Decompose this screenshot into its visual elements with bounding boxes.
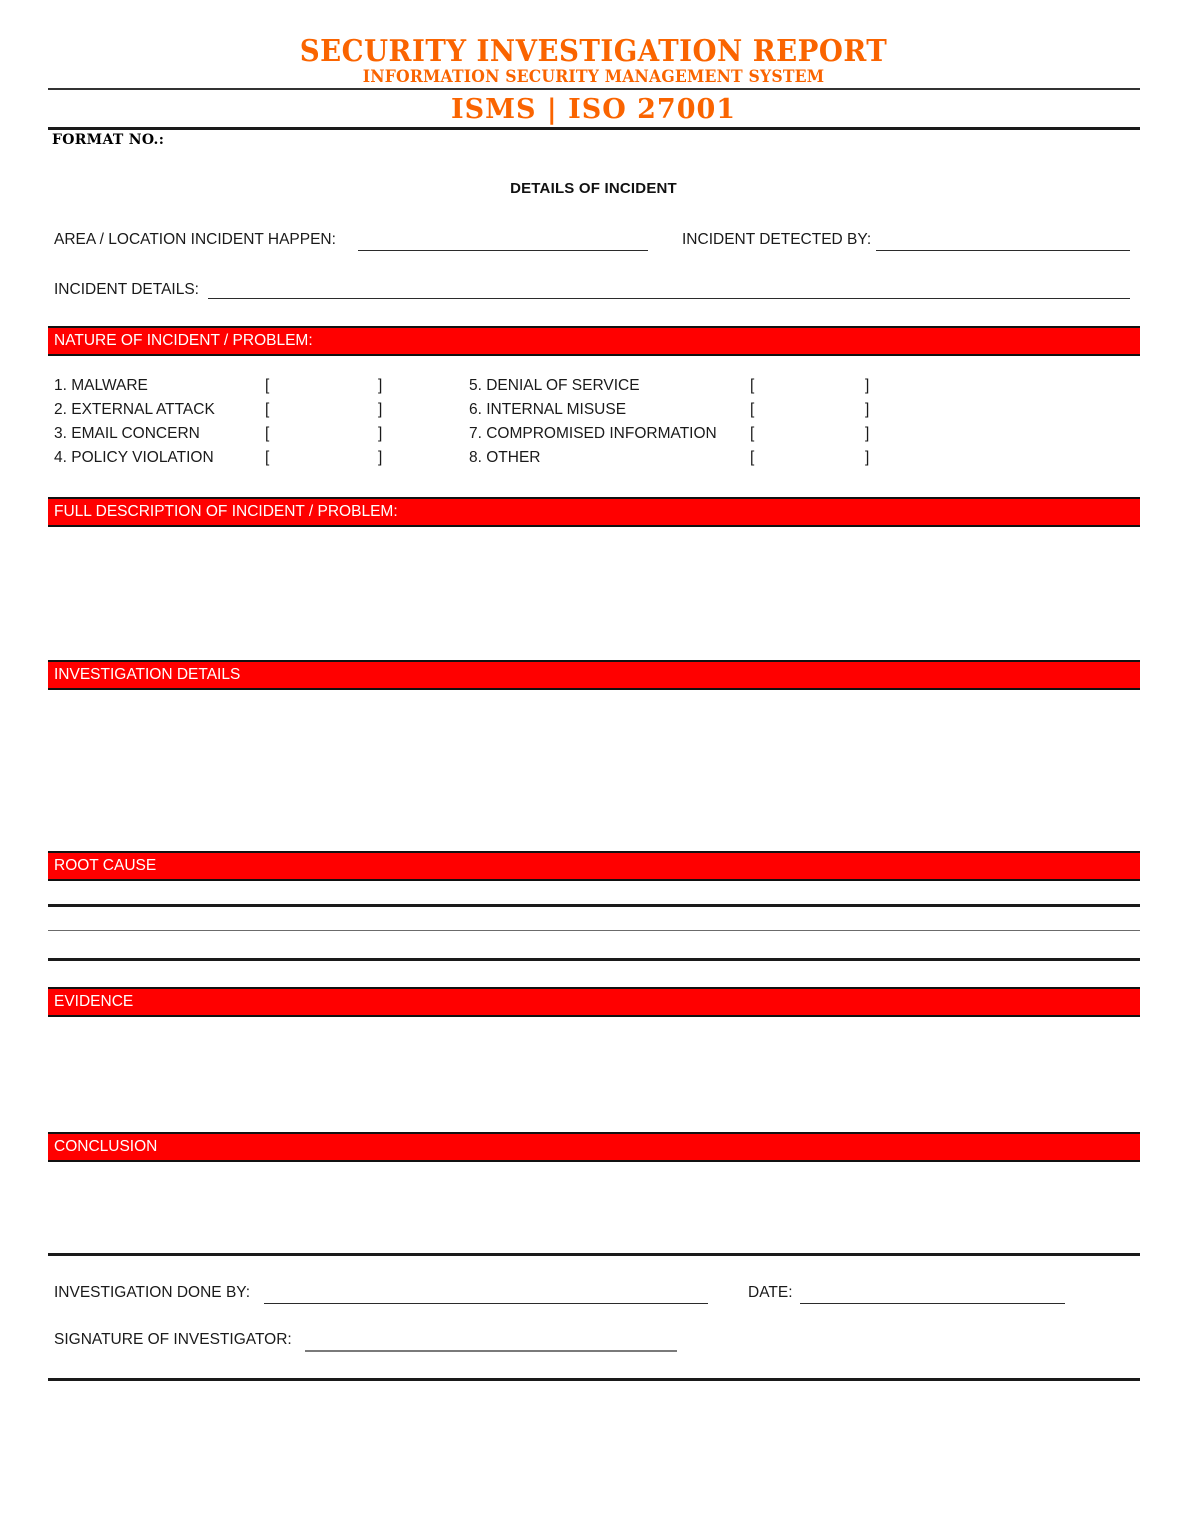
nature-option-2-bracket-open: [ xyxy=(265,401,270,418)
nature-option-7-bracket-open: [ xyxy=(750,425,755,442)
page-title: SECURITY INVESTIGATION REPORT xyxy=(299,34,888,69)
signature-of-investigator-input[interactable] xyxy=(305,1350,677,1352)
root-cause-textarea[interactable] xyxy=(48,883,1140,959)
investigation-details-banner xyxy=(48,660,1140,690)
header-divider-bottom xyxy=(48,127,1140,130)
nature-option-2-label: 2. EXTERNAL ATTACK xyxy=(54,401,215,418)
investigation-details-textarea[interactable] xyxy=(48,692,1140,850)
nature-option-1-label: 1. MALWARE xyxy=(54,377,148,394)
conclusion-banner xyxy=(48,1132,1140,1162)
full-description-textarea[interactable] xyxy=(48,529,1140,655)
incident-details-label: INCIDENT DETAILS: xyxy=(54,281,199,298)
nature-option-3-checkbox[interactable]: ] xyxy=(378,425,383,442)
nature-option-5-label: 5. DENIAL OF SERVICE xyxy=(469,377,640,394)
nature-option-5-checkbox[interactable]: ] xyxy=(865,377,870,394)
nature-option-4-label: 4. POLICY VIOLATION xyxy=(54,449,214,466)
root-cause-line-3 xyxy=(48,958,1140,961)
nature-option-5-bracket-open: [ xyxy=(750,377,755,394)
nature-option-3-label: 3. EMAIL CONCERN xyxy=(54,425,200,442)
nature-option-6-bracket-open: [ xyxy=(750,401,755,418)
incident-detected-by-input[interactable] xyxy=(876,250,1130,251)
root-cause-line-2 xyxy=(48,930,1140,931)
nature-option-4-bracket-open: [ xyxy=(265,449,270,466)
nature-option-1-bracket-open: [ xyxy=(265,377,270,394)
investigation-done-by-label: INVESTIGATION DONE BY: xyxy=(54,1284,251,1301)
evidence-banner-label: EVIDENCE xyxy=(54,993,134,1010)
area-location-label: AREA / LOCATION INCIDENT HAPPEN: xyxy=(54,231,336,248)
page-subtitle: INFORMATION SECURITY MANAGEMENT SYSTEM xyxy=(362,67,825,87)
page-bottom-rule xyxy=(48,1378,1140,1381)
investigation-details-banner-label: INVESTIGATION DETAILS xyxy=(54,666,241,683)
nature-option-1-checkbox[interactable]: ] xyxy=(378,377,383,394)
nature-option-8-checkbox[interactable]: ] xyxy=(865,449,870,466)
nature-option-6-label: 6. INTERNAL MISUSE xyxy=(469,401,627,418)
nature-option-6-checkbox[interactable]: ] xyxy=(865,401,870,418)
area-location-input[interactable] xyxy=(358,250,648,251)
format-no-label: FORMAT NO.: xyxy=(52,132,165,148)
evidence-banner xyxy=(48,987,1140,1017)
nature-of-incident-banner-label: NATURE OF INCIDENT / PROBLEM: xyxy=(54,332,313,349)
nature-option-2-checkbox[interactable]: ] xyxy=(378,401,383,418)
root-cause-line-1 xyxy=(48,904,1140,907)
details-of-incident-heading: DETAILS OF INCIDENT xyxy=(510,180,677,197)
standard-title: ISMS | ISO 27001 xyxy=(450,94,737,125)
signature-of-investigator-label: SIGNATURE OF INVESTIGATOR: xyxy=(54,1331,292,1348)
full-description-banner xyxy=(48,497,1140,527)
nature-of-incident-banner xyxy=(48,326,1140,356)
conclusion-bottom-rule xyxy=(48,1253,1140,1256)
nature-option-3-bracket-open: [ xyxy=(265,425,270,442)
incident-detected-by-label: INCIDENT DETECTED BY: xyxy=(682,231,872,248)
nature-option-7-label: 7. COMPROMISED INFORMATION xyxy=(469,425,717,442)
evidence-textarea[interactable] xyxy=(48,1019,1140,1131)
conclusion-banner-label: CONCLUSION xyxy=(54,1138,158,1155)
root-cause-banner-label: ROOT CAUSE xyxy=(54,857,157,874)
root-cause-banner xyxy=(48,851,1140,881)
full-description-banner-label: FULL DESCRIPTION OF INCIDENT / PROBLEM: xyxy=(54,503,398,520)
nature-option-7-checkbox[interactable]: ] xyxy=(865,425,870,442)
date-label: DATE: xyxy=(748,1284,793,1301)
conclusion-textarea[interactable] xyxy=(48,1164,1140,1254)
investigation-done-by-input[interactable] xyxy=(264,1303,708,1304)
nature-option-8-label: 8. OTHER xyxy=(469,449,541,466)
nature-option-8-bracket-open: [ xyxy=(750,449,755,466)
incident-details-input[interactable] xyxy=(208,298,1130,299)
header-divider-top xyxy=(48,88,1140,90)
date-input[interactable] xyxy=(800,1303,1065,1304)
nature-option-4-checkbox[interactable]: ] xyxy=(378,449,383,466)
